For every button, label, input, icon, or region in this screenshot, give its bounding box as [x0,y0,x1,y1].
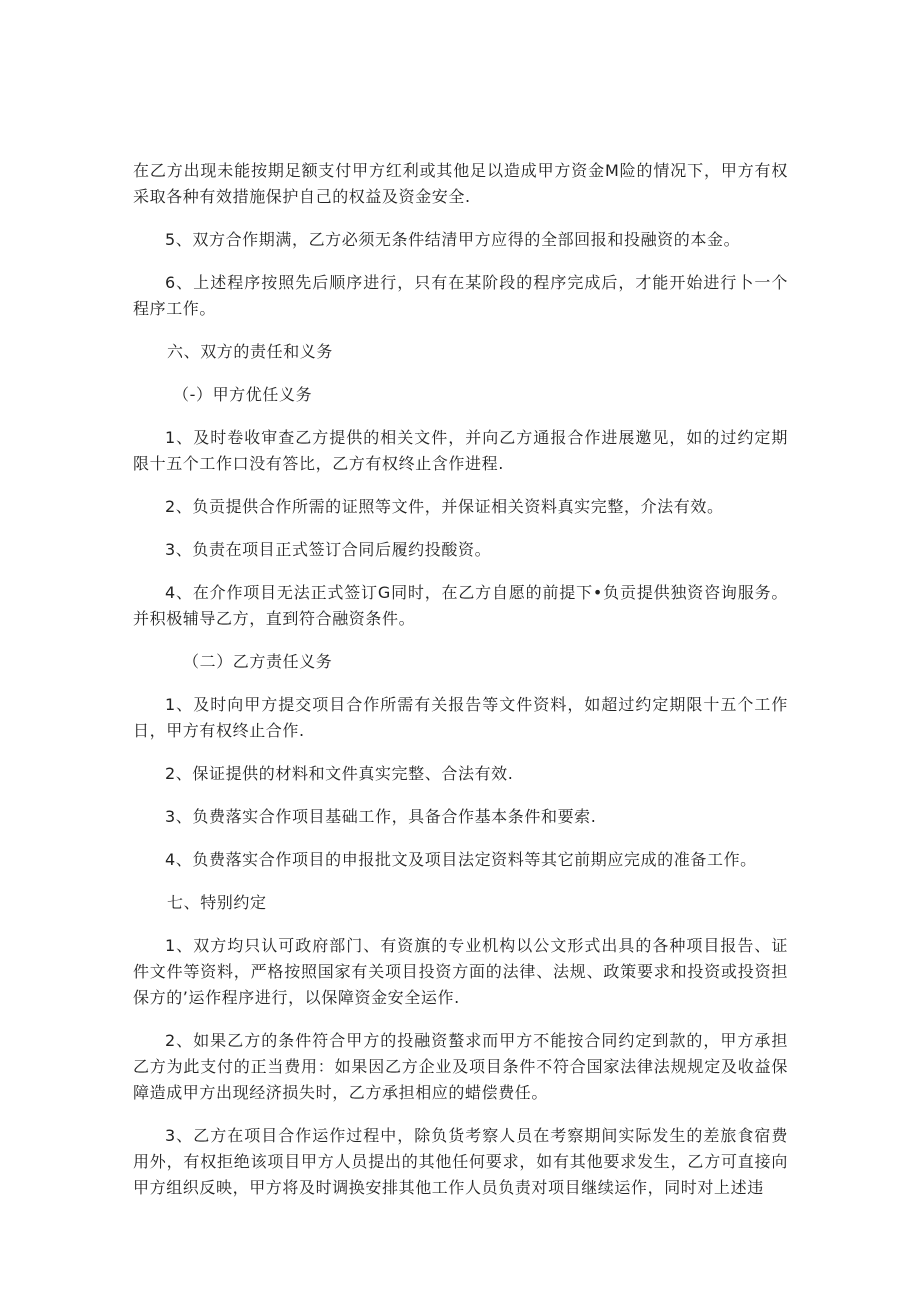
special-item-2: 2、如果乙方的条件符合甲方的投融资螯求而甲方不能按合同约定到款的，甲方承担乙方为此支付的正当费用：如果因乙方企业及项目条件不符合国家法律法规规定及收益保障造成甲方出现经济损失时，乙方承担相应的蜡偿费任。 [133,1031,788,1102]
party-b-item-3: 3、负费落实合作项目基础工作，具备合作基本条件和要索. [165,807,597,826]
party-b-item-4: 4、负费落实合作项目的申报批文及项目法定资料等其它前期应完成的准备工作。 [165,850,757,869]
party-a-item-2: 2、负贡提供合作所需的证照等文件，并保证相关资料真实完整，介法有效。 [165,497,724,516]
paragraph-clause-6: 6、上述程序按照先后顺序进行，只有在某阶段的程序完成后，才能开始进行卜一个程序工作。 [133,273,788,318]
paragraph-clause-5: 5、双方合作期满，乙方必须无条件结清甲方应得的全部回报和投融资的本金。 [165,230,741,249]
special-item-3: 3、乙方在项目合作运作过程中，除负货考察人员在考察期间实际发生的差旅食宿费用外，有权拒绝该项目甲方人员提出的其他任何要求，如有其他要求发生，乙方可直接向甲方组织反映，甲方将及时调换安排其他工作人员负责对项目继续运作，同时对上述违 [133,1126,788,1197]
document-page [133,158,788,1201]
party-b-item-2: 2、保证提供的材料和文件真实完整、合法有效. [165,764,514,783]
section-heading-6: 六、双方的责任和义务 [167,342,334,361]
party-b-item-1: 1、及时向甲方提交项目合作所需有关报告等文件资料，如超过约定期限十五个工作日，甲方有权终止合作. [133,695,788,740]
special-item-1: 1、双方均只认可政府部门、有资旗的专业机构以公文形式出具的各种项目报告、证件文件等资料，严格按照国家有关项目投资方面的法律、法规、政策要求和投资或投资担保方的’运作程序进行，以保障资金安全运作. [133,936,788,1007]
sub-heading-party-a: （-）甲方优任义务 [173,385,313,404]
sub-heading-party-b: （二）乙方责任义务 [183,652,333,671]
party-a-item-1: 1、及时卷收审查乙方提供的相关文件，并向乙方通报合作进展邀见，如的过约定期限十五个工作口没有答比，乙方有权终止含作进程. [133,428,788,473]
section-heading-7: 七、特别约定 [167,893,267,912]
party-a-item-4: 4、在介作项目无法正式签订G同时，在乙方自愿的前提下•负贡提供独资咨询服务。并积极辅导乙方，直到符合融资条件。 [133,583,788,628]
paragraph-risk-measures: 在乙方出现未能按期足额支付甲方红利或其他足以造成甲方资金M险的情况下，甲方有权采取各种有效措施保护自己的权益及资金安全. [133,161,788,206]
party-a-item-3: 3、负责在项目正式签订合同后履约投酸资。 [165,540,492,559]
